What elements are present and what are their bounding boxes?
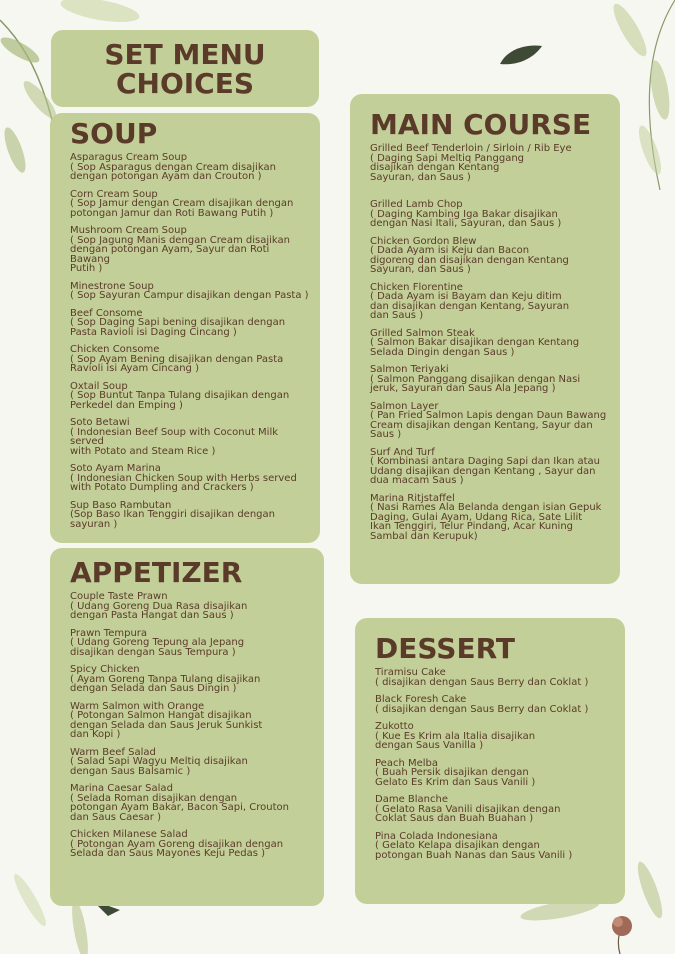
item-description: ( Indonesian Beef Soup with Coconut Milk served with Potato and Steam Rice ) bbox=[70, 426, 279, 457]
list-item bbox=[370, 200, 610, 229]
item-description: ( Sop Buntut Tanpa Tulang disajikan dengan Perkedel dan Emping ) bbox=[70, 390, 290, 411]
item-name: Prawn Tempura bbox=[70, 627, 148, 639]
item-description: ( Daging Kambing Iga Bakar disajikan dengan Nasi Itali, Sayuran, dan Saus ) bbox=[370, 208, 562, 229]
item-description: ( Udang Goreng Tepung ala Jepang disajikan dengan Saus Tempura ) bbox=[70, 637, 245, 658]
item-description: ( Udang Goreng Dua Rasa disajikan dengan Pasta Hangat dan Saus ) bbox=[70, 600, 248, 621]
item-name: Chicken Gordon Blew bbox=[370, 235, 477, 247]
list-item bbox=[370, 494, 610, 542]
section-heading-dessert: DESSERT bbox=[375, 632, 515, 665]
list-item bbox=[70, 418, 310, 456]
item-name: Minestrone Soup bbox=[70, 280, 154, 292]
item-description: ( Salmon Panggang disajikan dengan Nasi jeruk, Sayuran dan Saus Ala Jepang ) bbox=[370, 373, 581, 394]
item-description: ( Sop Ayam Bening disajikan dengan Pasta Ravioli isi Ayam Cincang ) bbox=[70, 353, 284, 374]
item-description: ( Salmon Bakar disajikan dengan Kentang Selada Dingin dengan Saus ) bbox=[370, 337, 580, 358]
list-item bbox=[375, 759, 615, 788]
list-item bbox=[70, 153, 310, 182]
list-item bbox=[70, 665, 314, 694]
item-description: ( Potongan Salmon Hangat disajikan dengan Selada dan Saus Jeruk Sunkist dan Kopi ) bbox=[70, 710, 263, 740]
item-description: ( Dada Ayam isi Keju dan Bacon digoreng dan disajikan dengan Kentang Sayuran, dan Saus ) bbox=[370, 245, 569, 275]
list-item bbox=[70, 226, 310, 274]
item-description: ( disajikan dengan Saus Berry dan Coklat ) bbox=[375, 676, 589, 688]
item-name: Warm Salmon with Orange bbox=[70, 700, 205, 712]
main-course-section bbox=[350, 94, 620, 584]
item-name: Corn Cream Soup bbox=[70, 188, 158, 200]
title-card bbox=[51, 30, 319, 107]
dark-leaf-icon bbox=[498, 44, 544, 66]
item-description: ( Indonesian Chicken Soup with Herbs served with Potato Dumpling and Crackers ) bbox=[70, 472, 297, 493]
list-item bbox=[70, 702, 314, 740]
item-description: ( Sop Jagung Manis dengan Cream disajikan dengan potongan Ayam, Sayur dan Roti Bawang Putih ) bbox=[70, 234, 290, 274]
item-name: Salmon Teriyaki bbox=[370, 364, 449, 375]
item-name: Peach Melba bbox=[375, 757, 439, 769]
dessert-list bbox=[375, 668, 615, 860]
soup-section bbox=[50, 113, 320, 543]
list-item bbox=[70, 748, 314, 777]
list-item bbox=[70, 501, 310, 530]
item-description: ( Potongan Ayam Goreng disajikan dengan Selada dan Saus Mayones Keju Pedas ) bbox=[70, 838, 284, 859]
list-item bbox=[375, 832, 615, 861]
item-name: Pina Colada Indonesiana bbox=[375, 830, 498, 842]
item-description: ( Salad Sapi Wagyu Meltiq disajikan dengan Saus Balsamic ) bbox=[70, 756, 248, 777]
list-item bbox=[70, 382, 310, 411]
item-name: Grilled Lamb Chop bbox=[370, 199, 463, 210]
item-description: ( Daging Sapi Meltiq Panggang disajikan dengan Kentang Sayuran, dan Saus ) bbox=[370, 152, 525, 183]
item-description: ( Sop Jamur dengan Cream disajikan dengan potongan Jamur dan Roti Bawang Putih ) bbox=[70, 198, 294, 219]
list-item bbox=[70, 592, 314, 621]
list-item bbox=[70, 464, 310, 493]
item-name: Chicken Consome bbox=[70, 344, 160, 355]
item-name: Grilled Salmon Steak bbox=[370, 327, 475, 339]
item-description: ( Pan Fried Salmon Lapis dengan Daun Bawang Cream disajikan dengan Kentang, Sayur dan Saus ) bbox=[370, 410, 607, 440]
item-name: Soto Betawi bbox=[70, 417, 130, 428]
item-name: Spicy Chicken bbox=[70, 664, 140, 675]
list-item bbox=[70, 629, 314, 658]
item-description: ( Nasi Rames Ala Belanda dengan isian Gepuk Daging, Gulai Ayam, Udang Rica, Sate Lilit Ikan Tenggiri, Telur Pindang, Acar Kuning Sambal dan Kerupuk) bbox=[370, 502, 602, 542]
list-item bbox=[375, 722, 615, 751]
item-name: Soto Ayam Marina bbox=[70, 463, 161, 474]
appetizer-section bbox=[50, 548, 324, 906]
list-item bbox=[70, 190, 310, 219]
item-description: ( Buah Persik disajikan dengan Gelato Es Krim dan Saus Vanili ) bbox=[375, 767, 536, 788]
dessert-section bbox=[355, 618, 625, 904]
item-name: Oxtail Soup bbox=[70, 380, 128, 392]
page-title-line-2: CHOICES bbox=[115, 67, 255, 100]
item-name: Surf And Turf bbox=[370, 446, 435, 458]
item-name: Marina Caesar Salad bbox=[70, 783, 173, 794]
item-name: Marina Ritjstaffel bbox=[370, 492, 455, 504]
list-item bbox=[70, 345, 310, 374]
list-item bbox=[375, 695, 615, 714]
item-description: ( Kue Es Krim ala Italia disajikan dengan Saus Vanilla ) bbox=[375, 730, 536, 751]
list-item bbox=[370, 448, 610, 486]
item-name: Sup Baso Rambutan bbox=[70, 499, 172, 511]
item-description: ( Sop Asparagus dengan Cream disajikan dengan potongan Ayam dan Crouton ) bbox=[70, 161, 276, 182]
item-name: Asparagus Cream Soup bbox=[70, 152, 188, 163]
list-item bbox=[375, 795, 615, 824]
list-item bbox=[370, 329, 610, 358]
item-name: Grilled Beef Tenderloin / Sirloin / Rib Eye bbox=[370, 143, 572, 154]
list-item bbox=[70, 282, 310, 301]
item-description: (Sop Baso Ikan Tenggiri disajikan dengan sayuran ) bbox=[70, 509, 275, 530]
item-name: Warm Beef Salad bbox=[70, 746, 156, 758]
item-description: ( Selada Roman disajikan dengan potongan Ayam Bakar, Bacon Sapi, Crouton dan Saus Caesar ) bbox=[70, 792, 289, 823]
main-course-list bbox=[370, 144, 610, 541]
item-name: Chicken Florentine bbox=[370, 281, 463, 293]
list-item bbox=[70, 309, 310, 338]
soup-list bbox=[70, 153, 310, 529]
section-heading-appetizer: APPETIZER bbox=[70, 556, 243, 589]
list-item bbox=[375, 668, 615, 687]
item-name: Couple Taste Prawn bbox=[70, 591, 168, 602]
section-heading-soup: SOUP bbox=[70, 117, 158, 150]
item-name: Tiramisu Cake bbox=[375, 667, 446, 678]
appetizer-list bbox=[70, 592, 314, 859]
item-name: Chicken Milanese Salad bbox=[70, 829, 188, 840]
list-item bbox=[370, 365, 610, 394]
list-item bbox=[70, 830, 314, 859]
item-description: ( Sop Daging Sapi bening disajikan dengan Pasta Ravioli isi Daging Cincang ) bbox=[70, 317, 286, 338]
list-item bbox=[70, 784, 314, 822]
item-description: ( Gelato Kelapa disajikan dengan potongan Buah Nanas dan Saus Vanili ) bbox=[375, 840, 573, 861]
item-description: ( disajikan dengan Saus Berry dan Coklat ) bbox=[375, 703, 589, 715]
item-name: Black Foresh Cake bbox=[375, 694, 467, 705]
list-item bbox=[370, 283, 610, 321]
item-name: Salmon Layer bbox=[370, 400, 439, 412]
item-name: Zukotto bbox=[375, 721, 414, 732]
item-description: ( Gelato Rasa Vanili disajikan dengan Coklat Saus dan Buah Buahan ) bbox=[375, 803, 561, 824]
section-heading-main-course: MAIN COURSE bbox=[370, 108, 592, 141]
item-description: ( Ayam Goreng Tanpa Tulang disajikan dengan Selada dan Saus Dingin ) bbox=[70, 673, 261, 694]
item-description: ( Kombinasi antara Daging Sapi dan Ikan atau Udang disajikan dengan Kentang , Sayur dan dua macam Saus ) bbox=[370, 456, 601, 486]
item-description: ( Dada Ayam isi Bayam dan Keju ditim dan disajikan dengan Kentang, Sayuran dan Saus ) bbox=[370, 291, 570, 321]
item-name: Dame Blanche bbox=[375, 794, 448, 805]
item-name: Mushroom Cream Soup bbox=[70, 225, 187, 236]
list-item bbox=[370, 402, 610, 440]
item-name: Beef Consome bbox=[70, 307, 143, 319]
list-item bbox=[370, 237, 610, 275]
list-item bbox=[370, 144, 610, 182]
item-description: ( Sop Sayuran Campur disajikan dengan Pasta ) bbox=[70, 290, 309, 301]
page-title-line-1: SET MENU bbox=[104, 38, 266, 71]
